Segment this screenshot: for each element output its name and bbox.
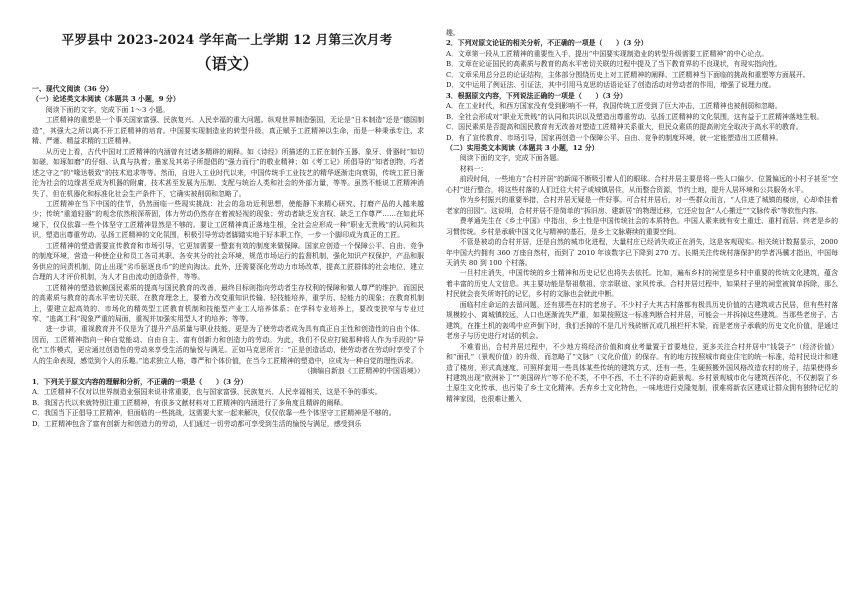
right-paragraph: （二）实用类文本阅读（本题共 3 小题，12 分） bbox=[446, 143, 599, 152]
right-paragraph: B．全社会形成对“职业无贵贱”的认同和共识以及塑造出尊重劳动、弘扬工匠精神的文化氛围，这有益于工匠精神落地生根。 bbox=[446, 112, 824, 121]
right-paragraph: 2．下列对原文论证的相关分析，不正确的一项是（ ）（3 分） bbox=[446, 39, 648, 48]
right-paragraph: C．文章采用总分总的论证结构，主体部分围绕历史上对工匠精神的阐释、工匠精神当下面临的挑战和重塑等方面展开。 bbox=[446, 70, 810, 79]
right-paragraph: 一旦村庄消失，中国传统的乡土精神和历史记忆也将失去依托。比如，遍布乡村的祠堂是乡村中重要的传统文化建筑，蕴含着丰富的历史人文信息。其主要功能是祭祖敬祖、宗亲联谊、家风传承。合村并居过程中，如果村子里的祠堂被简单拆除，那么村民就会丧失所寄托的记忆，乡村的文脉也会就此中断。 bbox=[446, 269, 838, 299]
right-paragraph: 不管是被动的合村并居，还是自然的城市化进程，大量村庄已经消失或正在消失，这是客观现实。相关统计数据显示，2000 年中国大约拥有 360 万座自然村，而到了 2010 年该数字已下降到 270 万。长期关注传统村落保护的学者冯骥才指出，中国每天消失 80 到 100 个村落。 bbox=[446, 238, 838, 267]
right-column bbox=[446, 28, 838, 595]
right-paragraph: 前段时间，一些地方“合村并居”的新闻不断吸引着人们的眼球。合村并居主要是将一些人口偏少、位置偏远的小村子甚至“空心村”进行整合，将这些村落的人们迁往大村子或城镇居住，从而整合资源，节约土地，提升人居环境和公共服务水平。 bbox=[446, 175, 838, 194]
left-paragraph: 工匠精神的重塑是一个事关国家富强、民族复兴、人民幸福的重大问题。纵观世界制造强国，无论是“日本制造”还是“德国制造”，其强大之所以离不开工匠精神的培育。中国要实现制造业的转型升级，真正赋予工匠精神以生命，而是一种秉承专注、求精、严谨、精益求精的工匠精神。 bbox=[32, 116, 424, 146]
left-column bbox=[32, 84, 424, 595]
left-paragraph: A．工匠精神不仅对以世界制造业强国来说非常重要，也与国家富强、民族复兴、人民幸福相关，这是不争的事实。 bbox=[32, 388, 382, 397]
left-paragraph: 1．下列关于原文内容的理解和分析，不正确的一项是（ ）（3 分） bbox=[32, 377, 248, 386]
right-paragraph: 阅读下面的文字，完成下面各题。 bbox=[459, 154, 564, 163]
left-paragraph: 一、现代文阅读（36 分） bbox=[32, 85, 113, 93]
left-paragraph: 从历史上看，古代中国对工匠精神的内涵曾有过诸多精辟的阐释。如《诗经》所描述的工匠在制作玉器、象牙、骨器时“如切如磋，如琢如磨”的仔细、认真与执着；墨家及其弟子所提倡的“强力而行”的敬业精神；如《考工记》所倡导的“知者创物，巧者述之守之”的“喙达极致”的技术追求等等。然而，自进入工业时代以来，中国传统手工业技艺的精华逐渐走向衰弱，传统工匠日渐沦为社会的边缘甚至成为机器的附庸，技术甚至发展为压制、支配与统治人类和社会的外部力量，等等。虽然不能说工匠精神消失了，但在机器化和标准化社会生产条件下，它确实被削弱和忽略了。 bbox=[32, 147, 424, 198]
right-paragraph: 趣。 bbox=[446, 29, 460, 37]
right-paragraph: D．有了宣传教育、市场引导，国家再创造一个保障公平、自由、竞争的制度环境，就一定能塑造出工匠精神。 bbox=[446, 133, 783, 142]
right-paragraph: A．在工业时代，和西方国家没有受到影响不一样，我国传统工匠受到了巨大冲击，工匠精神也被削弱和忽略。 bbox=[446, 102, 782, 111]
left-paragraph: 工匠精神在当下中国的佳节，仍然面临一些现实挑战：社会的急功近利思想，使能静下来精心研究、打磨产品的人越来越少；传统“重道轻器”的观念依然根深蒂固，体力劳动仍然存在着被轻视的现象；劳动者缺乏发言权、缺乏工作尊严……在如此环境下，仅仅依靠一些个体坚守工匠精神显然是不够的。要让工匠精神真正落地生根，全社会应形成一种“职业无贵贱”的认同和共识，塑造出尊重劳动、弘扬工匠精神的文化氛围，积极引导劳动者脚踏实地干好本职工作，一步一个脚印成为真正的工匠。 bbox=[32, 199, 424, 240]
left-paragraph: C．我国当下正倡导工匠精神，但面临的一些挑战，这需要大家一起来解决，仅仅依靠一些个体坚守工匠精神是不够的。 bbox=[32, 409, 396, 418]
right-paragraph: 费孝通先生在《乡土中国》中指出，乡土性是中国传统社会的本质特色。中国人素来就有安土重迁、重村而居、终老是乡的习惯传统。乡村是承载中国文化与精神的基石，是乡土文脉赓续的重要空间。 bbox=[446, 217, 838, 236]
right-paragraph: 3．根据原文内容，下列说法正确的一项是（ ）（3 分） bbox=[446, 91, 627, 100]
exam-title: 平罗县中 2023-2024 学年高一上学期 12 月第三次月考 bbox=[61, 32, 393, 47]
right-paragraph: 面临村庄命运的去留问题，还有那些在村的老房子。不少村子大其古村落都有极具历史价值的古建筑或古民居，但有些村落规模较小、离城镇较远，人口也逐渐流失严重，如果按照这一标准判断合村并居，可能会一并拆掉这些建筑。当那些老房子、古建筑，在推土机的轰鸣中应声倒下时，我们丢掉的不是几片残砖断瓦或几根栏杆木梁，而是老房子承载的历史文化价值，是通过老房子与历史进行对话的机会。 bbox=[446, 300, 838, 341]
left-paragraph: （一）论述类文本阅读（本题共 3 小题，9 分） bbox=[32, 95, 180, 104]
left-paragraph: D．工匠精神包含了富有创新力和创造力的劳动，人们通过一切劳动都可享受到生活的愉悦与满足，感受到乐 bbox=[32, 419, 362, 428]
left-paragraph: B．我国古代以来就特别注重工匠精神，有很多文献材料对工匠精神的内涵进行了多角度且精辟的阐释。 bbox=[32, 398, 348, 407]
exam-subject: （语文） bbox=[195, 54, 258, 73]
right-paragraph: A．文章第一段从工匠精神的重要性入手，提出“中国要实现制造业的转型升级需要工匠精神”的中心论点。 bbox=[446, 49, 769, 58]
left-paragraph: 进一步讲，重视教育并不仅是为了提升产品质量与职业技能，更是为了使劳动者成为具有真正自主性和创造性的自由个体。因而，工匠精神指向一种自觉能动、自由自主、富有创新力和创造力的劳动。为此，我们不仅应打破那种将人作为手段的“异化”工作模式，更应通过创造性的劳动来享受生活的愉悦与满足。正如马克思所言：“正是创造活动，使劳动者在劳动时享受了个人的生命表现，感觉到个人的乐趣。”追求独立人格，尊严和个体价值，在当今工匠精神的塑造中，应成为一种自觉的理性诉求。 bbox=[32, 325, 424, 365]
left-paragraph: 阅读下面的文字，完成下面 1～3 小题。 bbox=[45, 105, 170, 114]
left-paragraph: （摘编自新浪《工匠精神的中国语境》） bbox=[303, 367, 424, 376]
right-paragraph: D．文中运用了例证法、引证法，其中引用马克思的话语论证了创造活动对劳动者的作用，增强了说理力度。 bbox=[446, 81, 776, 90]
left-paragraph: 工匠精神的塑造需要宣传教育和市场引导，它更加需要一整套有效的制度来做保障。国家应创造一个保障公平、自由、竞争的制度环境，营造一种使企业和员工各司其职、各安其分的社会环境，规范市场运行的监督机制，强化知识产权保护，产品和服务供应的问责机制，防止出现“劣币驱逐良币”的逆向淘汰。此外，还需要深化劳动力市场改革，提高工匠群体的社会地位，建立合理的人才评价机制，为人才自由流动创造条件，等等。 bbox=[32, 241, 424, 282]
right-paragraph: 不难看出，合村并居过程中，不少地方将经济价值和商业考量置于首要地位，更多关注合村并居中“钱袋子”（经济价值）和“面孔”（景观价值）的升级，而忽略了“文脉”（文化价值）的保存。有的地方按照城市商业住宅的统一标准，给村民设计和建造了楼房，形式高速度、可照样套用一些具体某些传统的建筑方式，还有一些，生硬照搬外国风格改造农村的房子，结果使得乡村建筑出现“欧洲补丁”“美国碎片”等不伦不类，不中不西，不土不洋的奇葩景观。乡村景观城市化与建筑西洋化，不仅割裂了乡土原生文化传承，也污染了乡土文化精神。丢弃乡土文化特色，一味地进行克隆复制，很难将新农区建成让群众拥有独特记忆的精神家园，也很难让搬入 bbox=[446, 342, 838, 403]
left-paragraph: 工匠精神的塑造依赖国民素质的提高与国民教育的改善，最终目标则指向劳动者生存权利的保障和做人尊严的维护。而国民的高素质与教育的高水平密切关联，在教育理念上，要着力改变重知识传输、轻技能培养，重学历、轻能力的现象；在教育机制上，要建立起高效的、市场化的精英型工匠教育机制和技能型产业工人培养体系；在学科专业培养上，要改变狭窄与专业过窄、“逃离工科”现象严重的局面，重视并加强实用型人才的培养；等等。 bbox=[32, 283, 424, 323]
right-paragraph: 作为乡村振兴的重要举措，合村并居无疑是一件好事。可合村并居后，对一些群众而言，“人住进了城镇的楼房，心却牵挂着老家的田园”。这说明，合村并居不是简单的“拆旧房、建新居”的物理迁移，它还应包含“人心搬迁”“文脉传承”等软性内容。 bbox=[446, 196, 838, 215]
right-paragraph: C．国民素质是否提高和国民教育有无改善对塑造工匠精神关系重大，但民众素质的提高则完全取决于高水平的教育。 bbox=[446, 123, 803, 132]
right-paragraph: B．文章在论证国民的高素质与教育的高水平密切关联的过程中提及了当下教育界的不良现状，有现实指向性。 bbox=[446, 60, 782, 69]
right-paragraph: 材料一： bbox=[459, 164, 488, 173]
